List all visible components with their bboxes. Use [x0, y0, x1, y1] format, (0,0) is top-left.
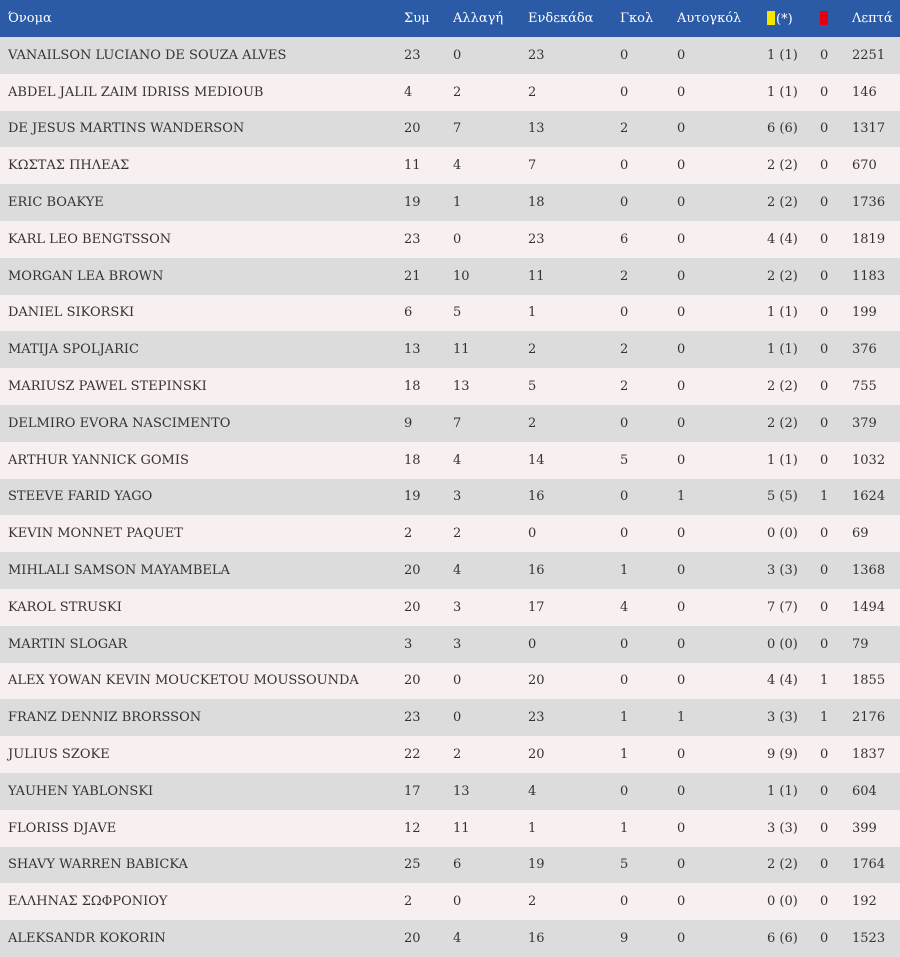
table-row	[0, 295, 900, 332]
cell-starting: 16	[528, 563, 545, 579]
cell-own-goals: 0	[677, 305, 686, 321]
cell-yellow-cards: 1 (1)	[767, 783, 798, 799]
cell-minutes: 69	[852, 526, 869, 542]
table-row	[0, 37, 900, 74]
cell-name[interactable]: KAROL STRUSKI	[8, 599, 122, 615]
cell-goals: 2	[620, 121, 629, 137]
cell-yellow-cards: 1 (1)	[767, 84, 798, 100]
cell-apps: 21	[404, 268, 421, 284]
cell-apps: 23	[404, 47, 421, 63]
cell-red-cards: 1	[820, 710, 829, 726]
cell-starting: 1	[528, 305, 537, 321]
cell-apps: 9	[404, 415, 413, 431]
cell-minutes: 399	[852, 820, 877, 836]
col-header-name[interactable]: Όνομα	[8, 11, 52, 26]
cell-minutes: 192	[852, 894, 877, 910]
cell-apps: 23	[404, 710, 421, 726]
cell-minutes: 379	[852, 415, 877, 431]
cell-minutes: 1183	[852, 268, 886, 284]
cell-own-goals: 0	[677, 121, 686, 137]
cell-starting: 1	[528, 820, 537, 836]
cell-minutes: 1032	[852, 452, 886, 468]
cell-starting: 13	[528, 121, 545, 137]
cell-subs: 4	[453, 563, 462, 579]
cell-goals: 2	[620, 268, 629, 284]
cell-own-goals: 0	[677, 526, 686, 542]
table-row	[0, 442, 900, 479]
table-row	[0, 883, 900, 920]
table-row	[0, 184, 900, 221]
table-row	[0, 515, 900, 552]
cell-minutes: 79	[852, 636, 869, 652]
cell-name[interactable]: MARIUSZ PAWEL STEPINSKI	[8, 379, 207, 395]
cell-starting: 17	[528, 599, 545, 615]
cell-apps: 18	[404, 379, 421, 395]
cell-goals: 0	[620, 894, 629, 910]
cell-apps: 20	[404, 563, 421, 579]
cell-apps: 2	[404, 526, 413, 542]
cell-red-cards: 0	[820, 820, 829, 836]
cell-red-cards: 0	[820, 452, 829, 468]
cell-apps: 18	[404, 452, 421, 468]
cell-apps: 2	[404, 894, 413, 910]
cell-goals: 0	[620, 158, 629, 174]
table-row	[0, 847, 900, 884]
cell-yellow-cards: 7 (7)	[767, 599, 798, 615]
cell-red-cards: 0	[820, 783, 829, 799]
cell-red-cards: 0	[820, 305, 829, 321]
table-row	[0, 736, 900, 773]
cell-name[interactable]: DE JESUS MARTINS WANDERSON	[8, 121, 245, 137]
cell-minutes: 1368	[852, 563, 886, 579]
table-row	[0, 663, 900, 700]
cell-goals: 1	[620, 710, 629, 726]
cell-goals: 0	[620, 415, 629, 431]
col-header-apps[interactable]: Συμ	[404, 11, 430, 26]
table-row	[0, 810, 900, 847]
cell-red-cards: 0	[820, 563, 829, 579]
cell-name[interactable]: KARL LEO BENGTSSON	[8, 231, 172, 247]
cell-own-goals: 0	[677, 747, 686, 763]
table-row	[0, 111, 900, 148]
cell-own-goals: 0	[677, 894, 686, 910]
cell-own-goals: 1	[677, 710, 686, 726]
cell-name[interactable]: MORGAN LEA BROWN	[8, 268, 164, 284]
cell-yellow-cards: 2 (2)	[767, 195, 798, 211]
cell-red-cards: 0	[820, 342, 829, 358]
table-row	[0, 479, 900, 516]
cell-starting: 23	[528, 47, 545, 63]
cell-red-cards: 0	[820, 931, 829, 947]
cell-name[interactable]: YAUHEN YABLONSKI	[8, 783, 154, 799]
cell-name[interactable]: VANAILSON LUCIANO DE SOUZA ALVES	[8, 47, 287, 63]
col-header-red-cards[interactable]	[820, 0, 852, 37]
cell-apps: 17	[404, 783, 421, 799]
cell-yellow-cards: 2 (2)	[767, 268, 798, 284]
cell-name[interactable]: ERIC BOAKYE	[8, 195, 104, 211]
cell-subs: 4	[453, 452, 462, 468]
table-body	[0, 37, 900, 957]
cell-own-goals: 0	[677, 599, 686, 615]
table-row	[0, 699, 900, 736]
cell-yellow-cards: 3 (3)	[767, 710, 798, 726]
table-row	[0, 74, 900, 111]
cell-minutes: 1317	[852, 121, 886, 137]
cell-yellow-cards: 6 (6)	[767, 931, 798, 947]
cell-yellow-cards: 6 (6)	[767, 121, 798, 137]
cell-red-cards: 1	[820, 673, 829, 689]
cell-starting: 23	[528, 231, 545, 247]
cell-subs: 2	[453, 526, 462, 542]
cell-own-goals: 0	[677, 231, 686, 247]
cell-own-goals: 1	[677, 489, 686, 505]
table-row	[0, 405, 900, 442]
cell-yellow-cards: 9 (9)	[767, 747, 798, 763]
cell-red-cards: 0	[820, 231, 829, 247]
cell-subs: 4	[453, 158, 462, 174]
cell-goals: 2	[620, 379, 629, 395]
cell-subs: 0	[453, 673, 462, 689]
cell-yellow-cards: 4 (4)	[767, 231, 798, 247]
cell-starting: 0	[528, 636, 537, 652]
cell-goals: 0	[620, 195, 629, 211]
cell-own-goals: 0	[677, 158, 686, 174]
header-row	[0, 0, 900, 37]
cell-name[interactable]: ARTHUR YANNICK GOMIS	[8, 452, 189, 468]
cell-starting: 19	[528, 857, 545, 873]
cell-apps: 23	[404, 231, 421, 247]
cell-goals: 1	[620, 563, 629, 579]
cell-apps: 20	[404, 931, 421, 947]
table-row	[0, 552, 900, 589]
cell-subs: 5	[453, 305, 462, 321]
table-row	[0, 773, 900, 810]
cell-own-goals: 0	[677, 268, 686, 284]
cell-subs: 7	[453, 415, 462, 431]
cell-goals: 0	[620, 526, 629, 542]
cell-subs: 2	[453, 84, 462, 100]
cell-own-goals: 0	[677, 673, 686, 689]
cell-starting: 14	[528, 452, 545, 468]
table-header	[0, 0, 900, 37]
red-card-icon	[820, 11, 828, 25]
cell-apps: 12	[404, 820, 421, 836]
cell-name[interactable]: MATIJA SPOLJARIC	[8, 342, 139, 358]
cell-minutes: 1736	[852, 195, 886, 211]
cell-name[interactable]: DELMIRO EVORA NASCIMENTO	[8, 415, 231, 431]
cell-minutes: 1819	[852, 231, 886, 247]
cell-yellow-cards: 1 (1)	[767, 342, 798, 358]
cell-subs: 2	[453, 747, 462, 763]
cell-name[interactable]: ΕΛΛΗΝΑΣ ΣΩΦΡΟΝΙΟΥ	[8, 894, 168, 910]
cell-subs: 0	[453, 894, 462, 910]
cell-own-goals: 0	[677, 931, 686, 947]
cell-name[interactable]: MARTIN SLOGAR	[8, 636, 128, 652]
cell-apps: 6	[404, 305, 413, 321]
cell-name[interactable]: JULIUS SZOKE	[8, 747, 110, 763]
cell-name[interactable]: FRANZ DENNIZ BRORSSON	[8, 710, 202, 726]
cell-minutes: 1624	[852, 489, 886, 505]
cell-minutes: 604	[852, 783, 877, 799]
cell-subs: 13	[453, 783, 470, 799]
cell-apps: 22	[404, 747, 421, 763]
cell-apps: 20	[404, 121, 421, 137]
cell-goals: 0	[620, 489, 629, 505]
cell-minutes: 1523	[852, 931, 886, 947]
table-row	[0, 368, 900, 405]
cell-yellow-cards: 4 (4)	[767, 673, 798, 689]
cell-goals: 4	[620, 599, 629, 615]
cell-name[interactable]: KEVIN MONNET PAQUET	[8, 526, 183, 542]
cell-starting: 2	[528, 342, 537, 358]
cell-starting: 23	[528, 710, 545, 726]
cell-minutes: 199	[852, 305, 877, 321]
cell-yellow-cards: 3 (3)	[767, 820, 798, 836]
cell-subs: 3	[453, 599, 462, 615]
cell-apps: 19	[404, 489, 421, 505]
cell-starting: 7	[528, 158, 537, 174]
cell-goals: 1	[620, 747, 629, 763]
cell-minutes: 1494	[852, 599, 886, 615]
cell-goals: 0	[620, 47, 629, 63]
cell-name[interactable]: ALEKSANDR KOKORIN	[8, 931, 166, 947]
cell-apps: 4	[404, 84, 413, 100]
cell-own-goals: 0	[677, 820, 686, 836]
col-header-own-goals[interactable]: Αυτογκόλ	[677, 11, 742, 26]
cell-subs: 4	[453, 931, 462, 947]
cell-goals: 0	[620, 783, 629, 799]
cell-goals: 2	[620, 342, 629, 358]
cell-apps: 25	[404, 857, 421, 873]
cell-minutes: 670	[852, 158, 877, 174]
cell-red-cards: 0	[820, 599, 829, 615]
cell-goals: 1	[620, 820, 629, 836]
cell-yellow-cards: 1 (1)	[767, 452, 798, 468]
cell-subs: 0	[453, 47, 462, 63]
cell-subs: 10	[453, 268, 470, 284]
cell-subs: 0	[453, 231, 462, 247]
cell-goals: 5	[620, 857, 629, 873]
cell-yellow-cards: 2 (2)	[767, 158, 798, 174]
cell-yellow-cards: 1 (1)	[767, 305, 798, 321]
table-row	[0, 147, 900, 184]
cell-own-goals: 0	[677, 342, 686, 358]
cell-yellow-cards: 3 (3)	[767, 563, 798, 579]
cell-minutes: 1855	[852, 673, 886, 689]
cell-red-cards: 0	[820, 195, 829, 211]
cell-apps: 13	[404, 342, 421, 358]
yellow-card-icon	[767, 11, 775, 25]
cell-minutes: 1764	[852, 857, 886, 873]
cell-red-cards: 0	[820, 415, 829, 431]
cell-yellow-cards: 0 (0)	[767, 526, 798, 542]
cell-apps: 11	[404, 158, 421, 174]
cell-subs: 6	[453, 857, 462, 873]
cell-minutes: 146	[852, 84, 877, 100]
cell-red-cards: 0	[820, 379, 829, 395]
table-row	[0, 589, 900, 626]
col-header-goals[interactable]: Γκολ	[620, 11, 654, 26]
cell-red-cards: 0	[820, 47, 829, 63]
cell-own-goals: 0	[677, 783, 686, 799]
cell-subs: 3	[453, 489, 462, 505]
table-row	[0, 221, 900, 258]
cell-own-goals: 0	[677, 47, 686, 63]
cell-own-goals: 0	[677, 563, 686, 579]
cell-starting: 2	[528, 415, 537, 431]
cell-starting: 11	[528, 268, 545, 284]
cell-starting: 16	[528, 489, 545, 505]
cell-subs: 1	[453, 195, 462, 211]
cell-subs: 7	[453, 121, 462, 137]
cell-apps: 20	[404, 673, 421, 689]
table-row	[0, 626, 900, 663]
cell-subs: 0	[453, 710, 462, 726]
cell-name[interactable]: ABDEL JALIL ZAIM IDRISS MEDIOUB	[8, 84, 264, 100]
cell-starting: 2	[528, 84, 537, 100]
table-row	[0, 258, 900, 295]
cell-own-goals: 0	[677, 415, 686, 431]
cell-goals: 0	[620, 84, 629, 100]
cell-minutes: 755	[852, 379, 877, 395]
cell-yellow-cards: 2 (2)	[767, 857, 798, 873]
cell-goals: 9	[620, 931, 629, 947]
cell-own-goals: 0	[677, 84, 686, 100]
cell-red-cards: 0	[820, 121, 829, 137]
cell-red-cards: 0	[820, 268, 829, 284]
cell-minutes: 1837	[852, 747, 886, 763]
cell-subs: 11	[453, 820, 470, 836]
col-header-minutes[interactable]: Λεπτά	[852, 11, 893, 26]
cell-own-goals: 0	[677, 379, 686, 395]
cell-own-goals: 0	[677, 452, 686, 468]
cell-own-goals: 0	[677, 195, 686, 211]
cell-name[interactable]: FLORISS DJAVE	[8, 820, 117, 836]
cell-goals: 5	[620, 452, 629, 468]
cell-starting: 20	[528, 673, 545, 689]
cell-subs: 3	[453, 636, 462, 652]
cell-apps: 19	[404, 195, 421, 211]
cell-own-goals: 0	[677, 857, 686, 873]
cell-red-cards: 0	[820, 526, 829, 542]
cell-goals: 0	[620, 305, 629, 321]
cell-red-cards: 1	[820, 489, 829, 505]
cell-minutes: 2251	[852, 47, 886, 63]
cell-minutes: 376	[852, 342, 877, 358]
cell-apps: 20	[404, 599, 421, 615]
cell-yellow-cards: 2 (2)	[767, 415, 798, 431]
cell-goals: 0	[620, 673, 629, 689]
cell-name[interactable]: STEEVE FARID YAGO	[8, 489, 153, 505]
table-row	[0, 920, 900, 957]
cell-yellow-cards: 1 (1)	[767, 47, 798, 63]
cell-starting: 2	[528, 894, 537, 910]
cell-apps: 3	[404, 636, 413, 652]
cell-yellow-cards: 0 (0)	[767, 636, 798, 652]
cell-starting: 20	[528, 747, 545, 763]
cell-minutes: 2176	[852, 710, 886, 726]
cell-red-cards: 0	[820, 894, 829, 910]
cell-starting: 4	[528, 783, 537, 799]
cell-goals: 6	[620, 231, 629, 247]
cell-subs: 11	[453, 342, 470, 358]
table-row	[0, 331, 900, 368]
cell-goals: 0	[620, 636, 629, 652]
cell-name[interactable]: ΚΩΣΤΑΣ ΠΗΛΕΑΣ	[8, 158, 130, 174]
cell-red-cards: 0	[820, 158, 829, 174]
cell-name[interactable]: ALEX YOWAN KEVIN MOUCKETOU MOUSSOUNDA	[8, 673, 359, 689]
cell-red-cards: 0	[820, 747, 829, 763]
cell-subs: 13	[453, 379, 470, 395]
cell-yellow-cards: 2 (2)	[767, 379, 798, 395]
cell-starting: 18	[528, 195, 545, 211]
cell-yellow-cards: 0 (0)	[767, 894, 798, 910]
yellow-header-suffix: (*)	[776, 11, 793, 27]
col-header-subs[interactable]: Αλλαγή	[453, 11, 504, 26]
cell-red-cards: 0	[820, 84, 829, 100]
cell-name[interactable]: DANIEL SIKORSKI	[8, 305, 135, 321]
cell-name[interactable]: MIHLALI SAMSON MAYAMBELA	[8, 563, 230, 579]
cell-starting: 5	[528, 379, 537, 395]
cell-own-goals: 0	[677, 636, 686, 652]
col-header-yellow-cards[interactable]	[767, 0, 820, 37]
cell-name[interactable]: SHAVY WARREN BABICKA	[8, 857, 188, 873]
col-header-starting[interactable]: Ενδεκάδα	[528, 11, 594, 26]
cell-red-cards: 0	[820, 857, 829, 873]
cell-starting: 0	[528, 526, 537, 542]
cell-starting: 16	[528, 931, 545, 947]
cell-red-cards: 0	[820, 636, 829, 652]
cell-yellow-cards: 5 (5)	[767, 489, 798, 505]
